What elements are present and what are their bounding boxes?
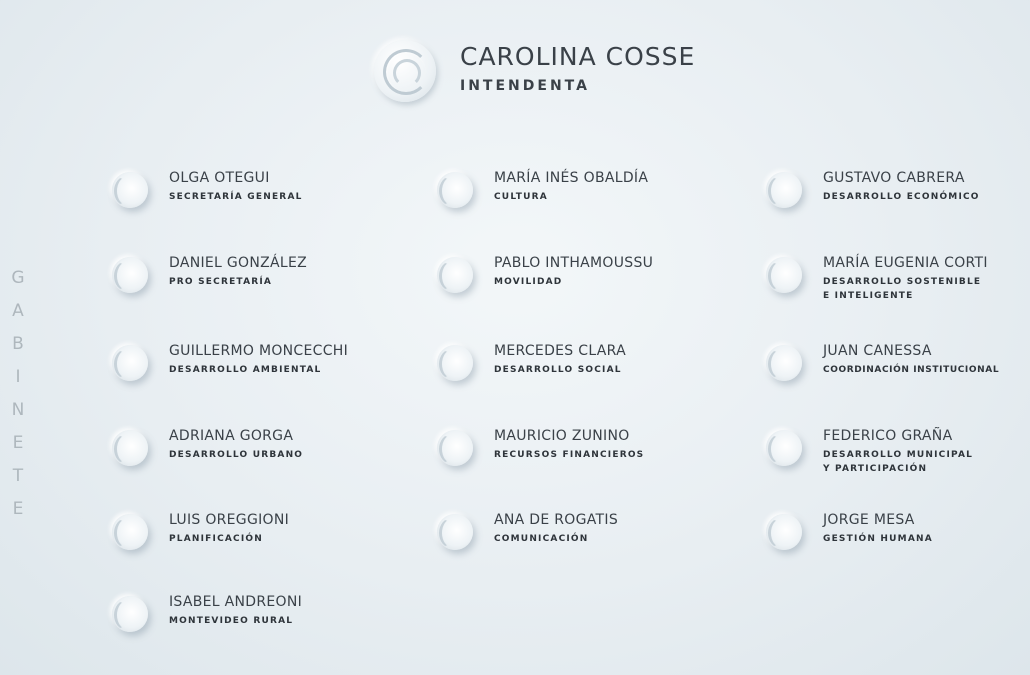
member-role: DESARROLLO AMBIENTAL (169, 365, 322, 375)
member-role: DESARROLLO URBANO (169, 450, 304, 460)
member-card (437, 430, 737, 490)
member-circle-icon (766, 257, 802, 293)
member-circle-icon (112, 172, 148, 208)
member-circle-icon (766, 514, 802, 550)
member-circle-icon (437, 514, 473, 550)
side-letter: N (11, 400, 25, 420)
member-role: DESARROLLO SOCIAL (494, 365, 622, 375)
member-card (112, 172, 412, 232)
member-circle-icon (766, 345, 802, 381)
side-letter: I (15, 367, 21, 387)
member-circle-icon (112, 345, 148, 381)
header-role: INTENDENTA (460, 78, 590, 94)
member-name: GUILLERMO MONCECCHI (169, 343, 349, 359)
member-card (766, 430, 1030, 490)
member-role: PRO SECRETARÍA (169, 277, 273, 287)
member-role-line: E INTELIGENTE (823, 291, 914, 301)
member-role: MOVILIDAD (494, 277, 563, 287)
member-card (112, 430, 412, 490)
member-role: MONTEVIDEO RURAL (169, 616, 294, 626)
member-card (437, 172, 737, 232)
side-letter: A (12, 301, 24, 321)
member-circle-icon (437, 345, 473, 381)
member-circle-icon (437, 172, 473, 208)
side-letter: E (12, 433, 24, 453)
member-card (437, 514, 737, 574)
member-name: GUSTAVO CABRERA (823, 170, 965, 186)
member-name: ANA DE ROGATIS (494, 512, 619, 528)
member-card (766, 257, 1030, 317)
member-name: JUAN CANESSA (823, 343, 932, 359)
member-role: RECURSOS FINANCIEROS (494, 450, 645, 460)
side-label-gabinete (4, 262, 32, 552)
member-name: ADRIANA GORGA (169, 428, 294, 444)
header-name: CAROLINA COSSE (460, 42, 696, 71)
member-name: JORGE MESA (823, 512, 915, 528)
member-circle-icon (766, 430, 802, 466)
member-role (823, 448, 973, 476)
member-role: GESTIÓN HUMANA (823, 534, 933, 544)
side-letter: E (12, 499, 24, 519)
member-role: COMUNICACIÓN (494, 534, 589, 544)
side-letter: G (11, 268, 25, 288)
member-name: PABLO INTHAMOUSSU (494, 255, 654, 271)
member-circle-icon (112, 514, 148, 550)
member-circle-icon (112, 257, 148, 293)
member-role: DESARROLLO ECONÓMICO (823, 192, 980, 202)
member-role: SECRETARÍA GENERAL (169, 192, 303, 202)
side-letter: B (12, 334, 24, 354)
member-card (766, 172, 1030, 232)
member-circle-icon (766, 172, 802, 208)
member-circle-icon (437, 257, 473, 293)
member-card (766, 345, 1030, 405)
member-role-line: Y PARTICIPACIÓN (823, 464, 928, 474)
member-card (112, 596, 412, 656)
member-name: ISABEL ANDREONI (169, 594, 303, 610)
member-role: PLANIFICACIÓN (169, 534, 263, 544)
member-role (823, 275, 981, 303)
member-name: FEDERICO GRAÑA (823, 428, 953, 444)
member-role: COORDINACIÓN INSTITUCIONAL (823, 365, 1000, 375)
member-card (766, 514, 1030, 574)
logo-circle-icon (374, 40, 436, 102)
member-card (112, 345, 412, 405)
side-letter: T (12, 466, 24, 486)
member-name: MARÍA EUGENIA CORTI (823, 255, 988, 271)
member-name: OLGA OTEGUI (169, 170, 270, 186)
member-card (112, 257, 412, 317)
member-circle-icon (112, 596, 148, 632)
member-role-line: DESARROLLO MUNICIPAL (823, 450, 974, 460)
member-role-line: DESARROLLO SOSTENIBLE (823, 277, 982, 287)
member-card (437, 345, 737, 405)
member-card (112, 514, 412, 574)
member-role: CULTURA (494, 192, 548, 202)
member-circle-icon (112, 430, 148, 466)
member-name: MAURICIO ZUNINO (494, 428, 630, 444)
member-card (437, 257, 737, 317)
header (374, 38, 774, 108)
member-name: LUIS OREGGIONI (169, 512, 290, 528)
member-circle-icon (437, 430, 473, 466)
member-name: MERCEDES CLARA (494, 343, 626, 359)
member-name: MARÍA INÉS OBALDÍA (494, 170, 649, 186)
member-name: DANIEL GONZÁLEZ (169, 255, 308, 271)
